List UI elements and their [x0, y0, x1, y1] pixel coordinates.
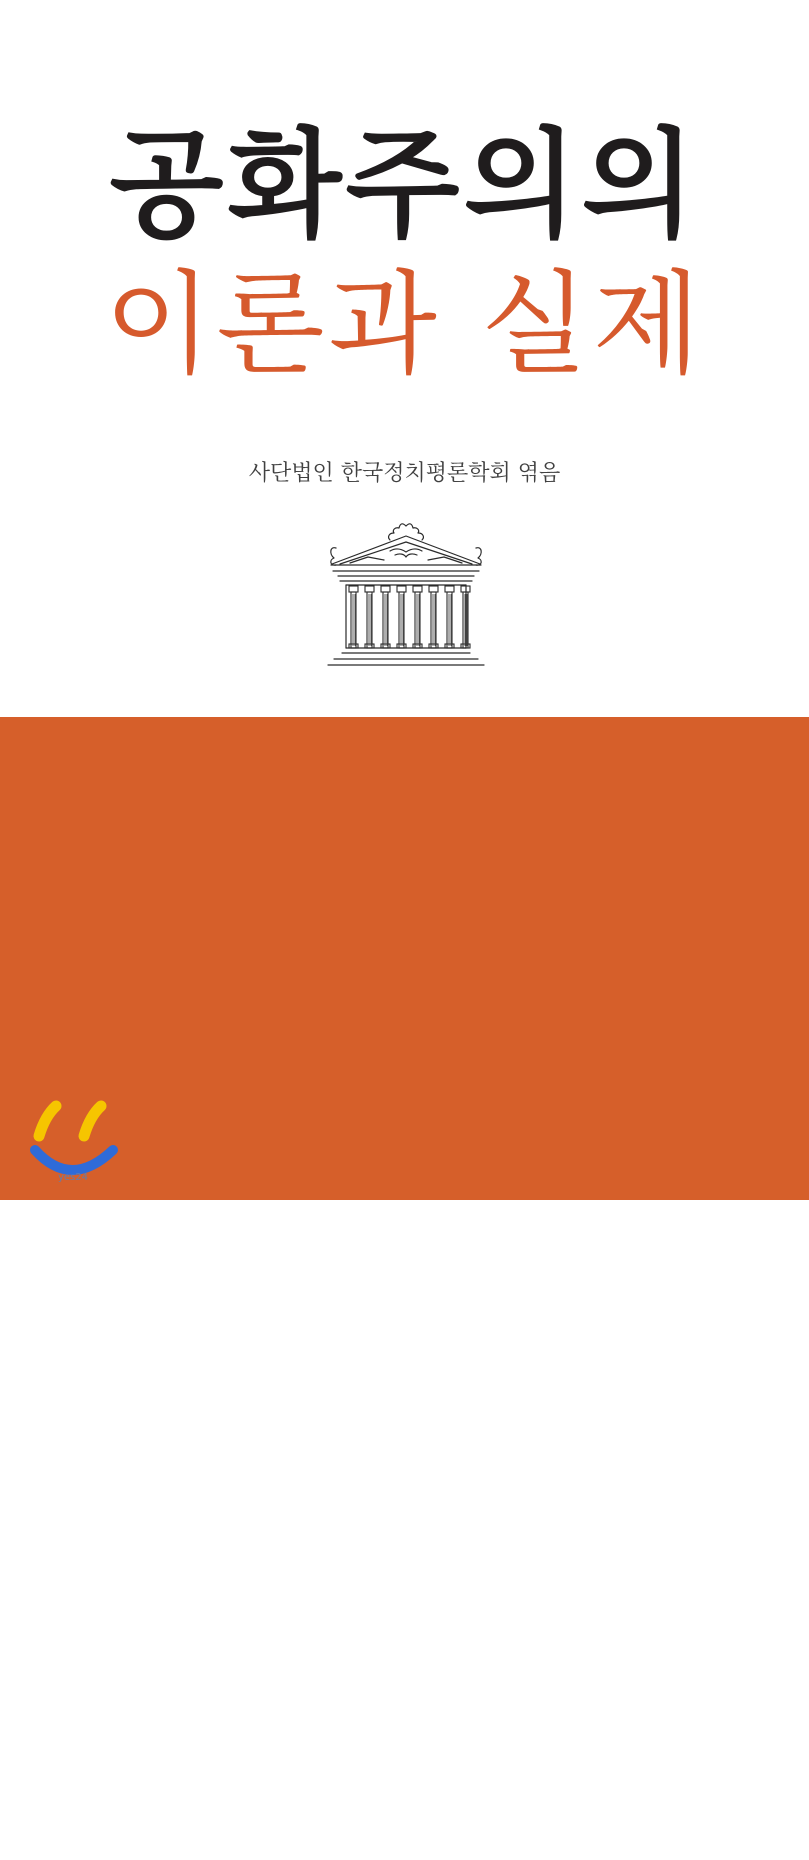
title-line-2: 이론과 실제: [104, 260, 705, 390]
svg-text:yes24: yes24: [57, 1172, 89, 1183]
book-description: [191, 1497, 700, 1728]
cover-bottom-band: [0, 717, 809, 1859]
cover-top: [0, 0, 809, 717]
publisher-name: 인간사랑: [365, 1835, 444, 1859]
description-line-5: 러 사람들 사이의 통합을 위해 법치를 중요시 한다는 특징이 있다. 하지만 이 세 관점: [191, 1637, 700, 1653]
title-line-1: 공화주의의: [109, 115, 700, 254]
description-line-7: 정치의 이상을 담아낼 수 없기 때문이다.: [191, 1703, 435, 1719]
editor-credit: 사단법인 한국정치평론학회 엮음: [248, 461, 561, 486]
temple-icon: [320, 518, 492, 670]
description-line-2: 형태이다. 물론 자유주의, 민주주의, 공화주의 사이에는 차이가 있다. 자유주의는 각: [191, 1538, 696, 1554]
description-line-1: 오늘날의 서구 자유민주주의는 자유주의와 민주주의 외에 공화주의가 함께 어우러진: [191, 1505, 700, 1521]
description-line-4: 모든 인민이 주체가 된다는 평등의 관점이 강조되고, 공화주의는 자유를 추구하는 여: [191, 1604, 700, 1620]
description-line-6: 은 서로 충돌하는 것이 아니라 상호보완적이다. 왜냐하면 어느 하나의 관점만으로는: [191, 1670, 696, 1686]
description-line-3: 자가 주체로서 외부로부터 간섭받지 않는 것을 최대의 가치로 생각하며, 민주주의는: [191, 1571, 696, 1587]
yes24-smile-logo-icon: [29, 1098, 121, 1184]
